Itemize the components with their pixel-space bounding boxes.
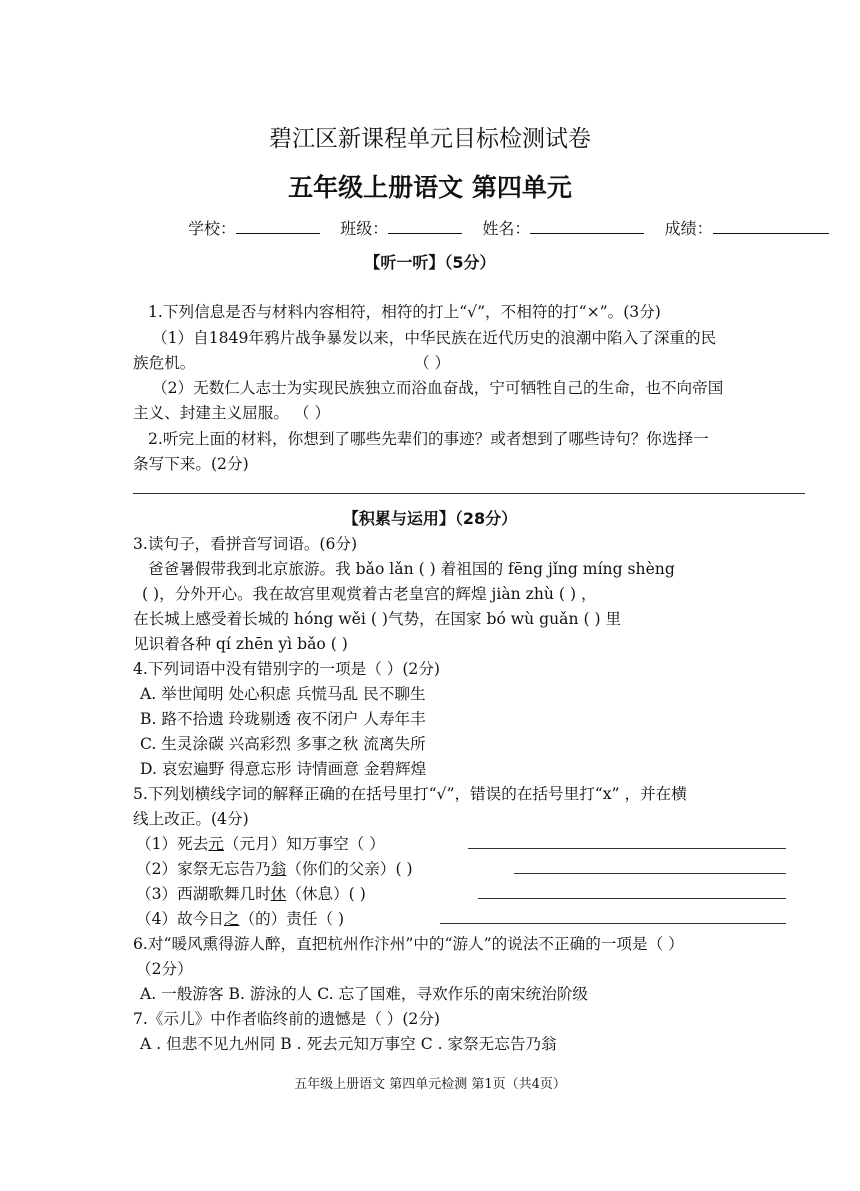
school-blank[interactable] (236, 219, 320, 234)
question-6-line2: （2分） (136, 960, 193, 978)
underlined-char: 翁 (270, 860, 287, 878)
question-3-line3: 在长城上感受着长城的 hóng wěi ( )气势，在国家 bó wù guǎn ( ) 里 (133, 610, 622, 628)
page-footer: 五年级上册语文 第四单元检测 第1页（共4页） (294, 1077, 566, 1092)
underlined-char: 休 (270, 885, 287, 903)
question-4-option-c[interactable]: C. 生灵涂碳 兴高彩烈 多事之秋 流离失所 (140, 735, 426, 753)
question-3-line4: 见识着各种 qí zhēn yì bǎo ( ) (133, 635, 348, 653)
underlined-char: 元 (208, 835, 224, 853)
answer-line-5-3[interactable] (478, 898, 786, 899)
question-4-option-d[interactable]: D. 哀宏遍野 得意忘形 诗情画意 金碧辉煌 (140, 760, 427, 778)
question-1: 1.下列信息是否与材料内容相符，相符的打上“√”，不相符的打“×”。(3分) (148, 303, 661, 321)
question-5-item-2: （2）家祭无忘告乃翁（你们的父亲）( ) (136, 860, 413, 878)
question-2-line1: 2.听完上面的材料，你想到了哪些先辈们的事迹？或者想到了哪些诗句？你选择一 (148, 430, 709, 448)
underlined-char: 之 (223, 910, 240, 928)
score-label: 成绩： (664, 219, 713, 238)
question-7-options[interactable]: A . 但悲不见九州同 B . 死去元知万事空 C . 家祭无忘告乃翁 (140, 1035, 557, 1053)
question-1-1-answer-paren[interactable]: （ ） (414, 354, 451, 372)
accumulate-section-heading: 【积累与运用】（28分） (342, 509, 518, 528)
name-label: 姓名： (482, 219, 531, 238)
class-blank[interactable] (388, 219, 462, 234)
answer-line-q2[interactable] (133, 493, 805, 494)
name-blank[interactable] (530, 219, 644, 234)
answer-line-5-4[interactable] (440, 923, 786, 924)
question-7: 7.《示儿》中作者临终前的遗憾是（ ）(2分) (133, 1010, 441, 1028)
question-1-2-line2: 主义、封建主义屈服。 （ ） (133, 404, 331, 422)
question-3-line2: ( )，分外开心。我在故宫里观赏着古老皇宫的辉煌 jiàn zhù ( ) ， (142, 585, 597, 603)
answer-line-5-2[interactable] (514, 873, 786, 874)
exam-title: 碧江区新课程单元目标检测试卷 (269, 126, 591, 152)
student-info-row (188, 216, 829, 239)
exam-subtitle: 五年级上册语文 第四单元 (288, 173, 572, 202)
question-5-line2: 线上改正。(4分) (133, 810, 249, 828)
question-6-options[interactable]: A. 一般游客 B. 游泳的人 C. 忘了国难，寻欢作乐的南宋统治阶级 (140, 985, 589, 1003)
class-label: 班级： (340, 219, 389, 238)
question-1-1-line2: 族危机。 (133, 354, 196, 372)
question-1-2-line1: （2）无数仁人志士为实现民族独立而浴血奋战，宁可牺牲自己的生命，也不向帝国 (152, 379, 724, 397)
question-5-item-3: （3）西湖歌舞几时休（休息）( ) (136, 885, 366, 903)
question-4: 4.下列词语中没有错别字的一项是（ ）(2分) (133, 660, 441, 678)
question-4-option-a[interactable]: A. 举世闻明 处心积虑 兵慌马乱 民不聊生 (140, 685, 426, 703)
answer-line-5-1[interactable] (468, 848, 786, 849)
question-6-line1: 6.对“暖风熏得游人醉，直把杭州作汴州”中的“游人”的说法不正确的一项是（ ） (133, 935, 684, 953)
school-label: 学校： (188, 219, 237, 238)
question-5-item-4: （4）故今日之（的）责任（ ) (136, 910, 345, 928)
question-5-line1: 5.下列划横线字词的解释正确的在括号里打“√”，错误的在括号里打“x” ，并在横 (133, 785, 687, 803)
listen-section-heading: 【听一听】（5分） (364, 253, 496, 272)
question-4-option-b[interactable]: B. 路不拾遗 玲珑剔透 夜不闭户 人寿年丰 (140, 710, 426, 728)
question-1-1-line1: （1）自1849年鸦片战争暴发以来，中华民族在近代历史的浪潮中陷入了深重的民 (152, 329, 717, 347)
question-3-line1: 爸爸暑假带我到北京旅游。我 bǎo lǎn ( ) 着祖国的 fēng jǐng míng shèng (148, 560, 675, 578)
question-2-line2: 条写下来。(2分) (133, 455, 249, 473)
question-3: 3.读句子，看拼音写词语。(6分) (133, 535, 358, 553)
question-5-item-1: （1）死去元（元月）知万事空（ ） (136, 835, 385, 853)
score-blank[interactable] (713, 219, 829, 234)
